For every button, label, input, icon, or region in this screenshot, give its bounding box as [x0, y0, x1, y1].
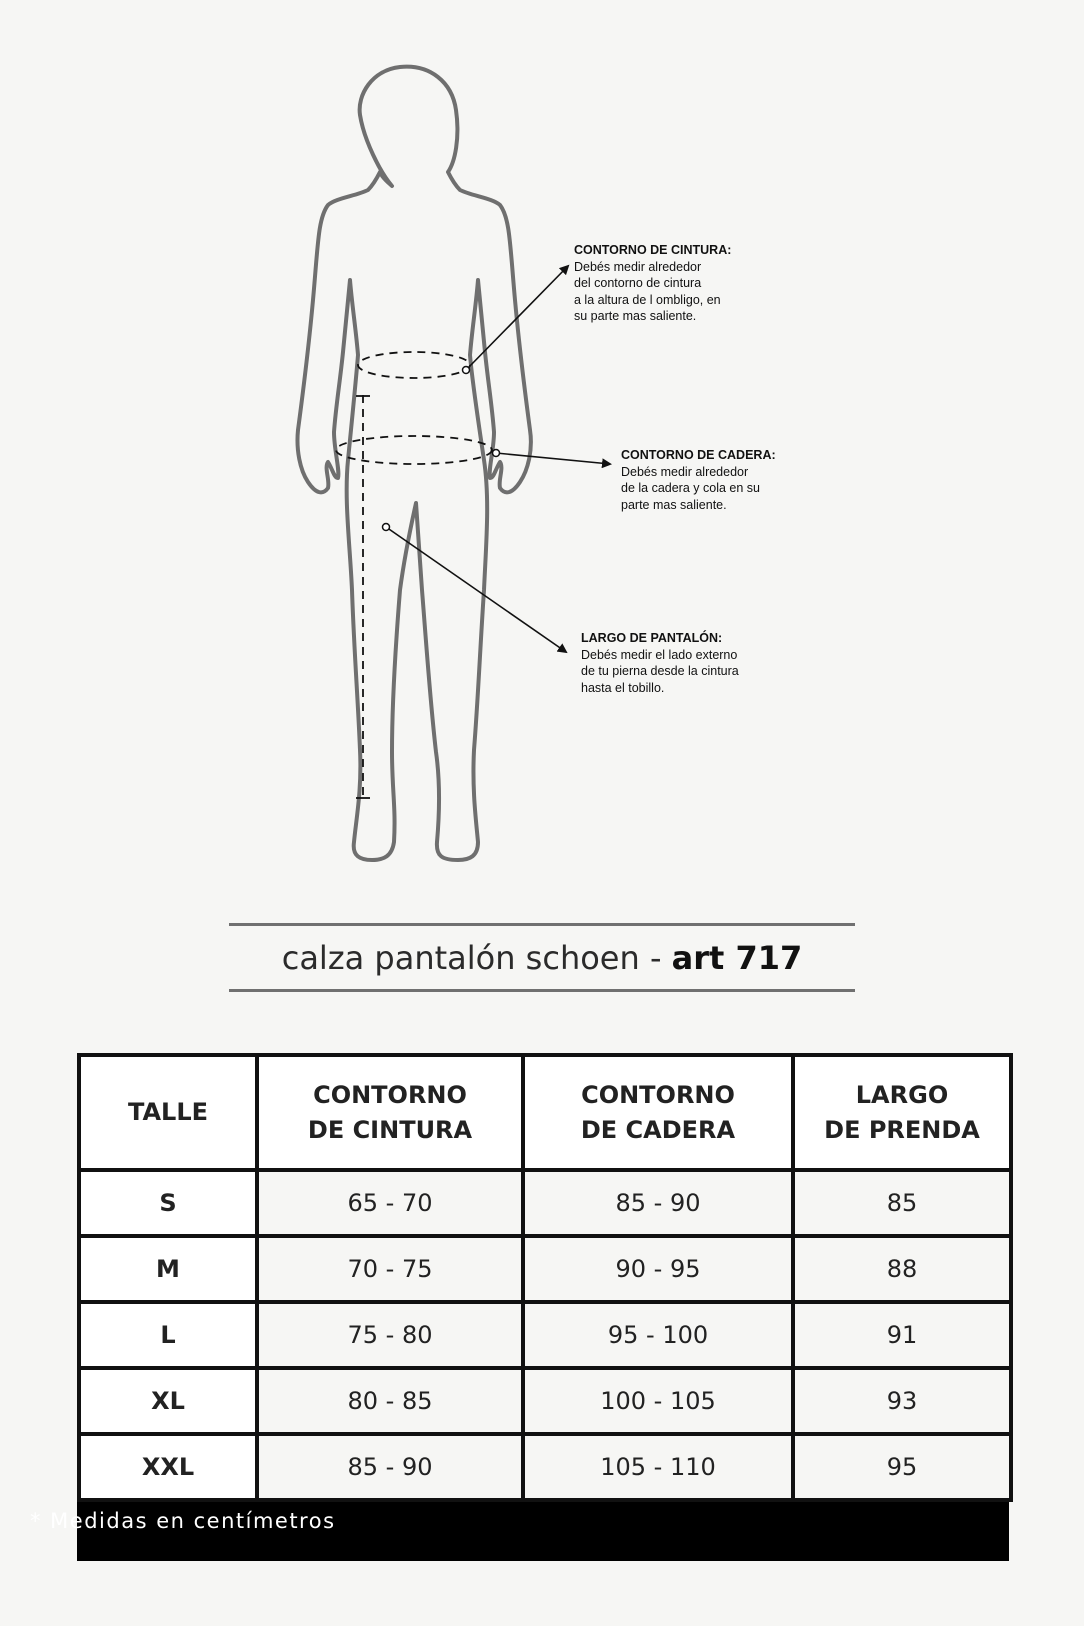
waist-cell: 70 - 75 — [257, 1236, 523, 1302]
hip-annotation-body: Debés medir alrededor de la cadera y cola en su parte mas saliente. — [621, 464, 760, 512]
hip-cell: 90 - 95 — [523, 1236, 793, 1302]
waist-cell: 75 - 80 — [257, 1302, 523, 1368]
hip-cell: 105 - 110 — [523, 1434, 793, 1500]
hip-pointer-dot — [493, 450, 500, 457]
hip-annotation-title: CONTORNO DE CADERA: — [621, 448, 776, 462]
waist-cell: 85 - 90 — [257, 1434, 523, 1500]
waist-annotation-body: Debés medir alrededor del contorno de cintura a la altura de l ombligo, en su parte mas saliente. — [574, 259, 721, 323]
size-table — [77, 1053, 1013, 1502]
table-header-row — [79, 1055, 1011, 1170]
size-cell: XXL — [79, 1434, 257, 1500]
hip-annotation — [621, 447, 821, 513]
waist-annotation-title: CONTORNO DE CINTURA: — [574, 243, 732, 257]
length-cell: 91 — [793, 1302, 1011, 1368]
product-name: calza pantalón schoen - — [281, 938, 672, 977]
table-row — [79, 1368, 1011, 1434]
table-row — [79, 1434, 1011, 1500]
header-size: TALLE — [79, 1055, 257, 1170]
length-cell: 93 — [793, 1368, 1011, 1434]
length-pointer-dot — [383, 524, 390, 531]
waist-pointer-dot — [463, 367, 470, 374]
length-pointer-arrow — [386, 527, 566, 652]
waist-cell: 80 - 85 — [257, 1368, 523, 1434]
product-title — [229, 923, 855, 992]
body-outline — [297, 67, 530, 860]
waist-cell: 65 - 70 — [257, 1170, 523, 1236]
article-number: art 717 — [671, 938, 803, 977]
header-length: LARGO DE PRENDA — [793, 1055, 1011, 1170]
hip-cell: 85 - 90 — [523, 1170, 793, 1236]
table-row — [79, 1170, 1011, 1236]
header-hip: CONTORNO DE CADERA — [523, 1055, 793, 1170]
length-annotation-body: Debés medir el lado externo de tu pierna desde la cintura hasta el tobillo. — [581, 647, 739, 695]
length-annotation — [581, 630, 781, 696]
hip-measure-line — [336, 436, 492, 464]
waist-annotation — [574, 242, 774, 325]
hip-cell: 100 - 105 — [523, 1368, 793, 1434]
length-cell: 85 — [793, 1170, 1011, 1236]
footnote: * Medidas en centímetros — [30, 1509, 336, 1533]
length-annotation-title: LARGO DE PANTALÓN: — [581, 631, 723, 645]
table-row — [79, 1302, 1011, 1368]
size-cell: L — [79, 1302, 257, 1368]
length-cell: 95 — [793, 1434, 1011, 1500]
header-waist: CONTORNO DE CINTURA — [257, 1055, 523, 1170]
size-cell: XL — [79, 1368, 257, 1434]
size-cell: S — [79, 1170, 257, 1236]
size-table-container — [77, 1053, 1009, 1561]
waist-measure-line — [358, 352, 470, 378]
hip-cell: 95 - 100 — [523, 1302, 793, 1368]
table-row — [79, 1236, 1011, 1302]
hip-pointer-arrow — [496, 453, 610, 464]
length-cell: 88 — [793, 1236, 1011, 1302]
size-cell: M — [79, 1236, 257, 1302]
